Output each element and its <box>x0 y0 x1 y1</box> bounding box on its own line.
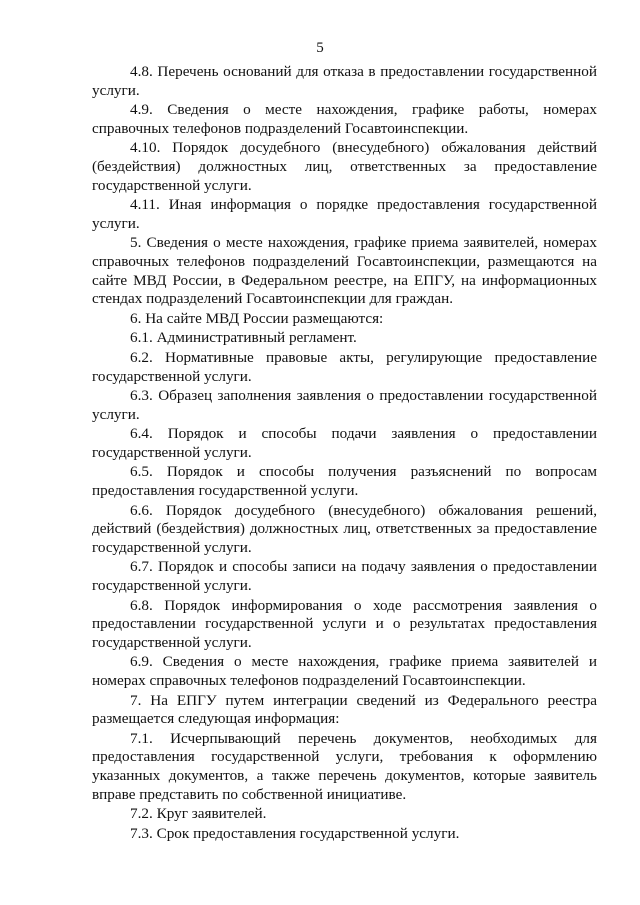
paragraph: 4.10. Порядок досудебного (внесудебного) обжалования действий (бездействия) должностных лиц, ответственных за предоставление государственной услуги. <box>92 139 597 194</box>
paragraph: 6. На сайте МВД России размещаются: <box>130 309 384 327</box>
paragraph: 7. На ЕПГУ путем интеграции сведений из Федерального реестра размещается следующая информация: <box>92 691 597 728</box>
paragraph: 4.8. Перечень оснований для отказа в предоставлении государственной услуги. <box>92 63 597 99</box>
paragraph: 6.5. Порядок и способы получения разъяснений по вопросам предоставления государственной услуги. <box>92 463 597 500</box>
document-body <box>92 63 597 844</box>
paragraph: 7.1. Исчерпывающий перечень документов, необходимых для предоставления государственной услуги, требования к оформлению указанных документов, а также перечень документов, которые заявитель вправе представить по собственной инициативе. <box>92 729 597 803</box>
paragraph: 6.6. Порядок досудебного (внесудебного) обжалования решений, действий (бездействия) должностных лиц, ответственных за предоставление государственной услуги. <box>92 501 597 556</box>
paragraph: 7.2. Круг заявителей. <box>130 805 267 823</box>
page-number: 5 <box>316 40 324 56</box>
paragraph: 6.9. Сведения о месте нахождения, графике приема заявителей и номерах справочных телефонов подразделений Госавтоинспекции. <box>92 653 597 689</box>
paragraph: 6.4. Порядок и способы подачи заявления о предоставлении государственной услуги. <box>92 425 597 461</box>
paragraph: 6.7. Порядок и способы записи на подачу заявления о предоставлении государственной услуги. <box>92 558 597 595</box>
paragraph: 6.8. Порядок информирования о ходе рассмотрения заявления о предоставлении государственной услуги и о результатах предоставления государственной услуги. <box>92 596 597 651</box>
paragraph: 5. Сведения о месте нахождения, графике приема заявителей, номерах справочных телефонов подразделений Госавтоинспекции, размещаются на сайте МВД России, в Федеральном реестре, на ЕПГУ, на информационных стендах подразделений Госавтоинспекции для граждан. <box>92 234 597 308</box>
paragraph: 4.11. Иная информация о порядке предоставления государственной услуги. <box>92 196 597 232</box>
paragraph: 6.1. Административный регламент. <box>130 329 357 347</box>
paragraph: 4.9. Сведения о месте нахождения, графике работы, номерах справочных телефонов подразделений Госавтоинспекции. <box>92 101 597 137</box>
paragraph: 6.3. Образец заполнения заявления о предоставлении государственной услуги. <box>92 387 597 423</box>
paragraph: 7.3. Срок предоставления государственной услуги. <box>130 824 460 842</box>
paragraph: 6.2. Нормативные правовые акты, регулирующие предоставление государственной услуги. <box>92 348 597 385</box>
